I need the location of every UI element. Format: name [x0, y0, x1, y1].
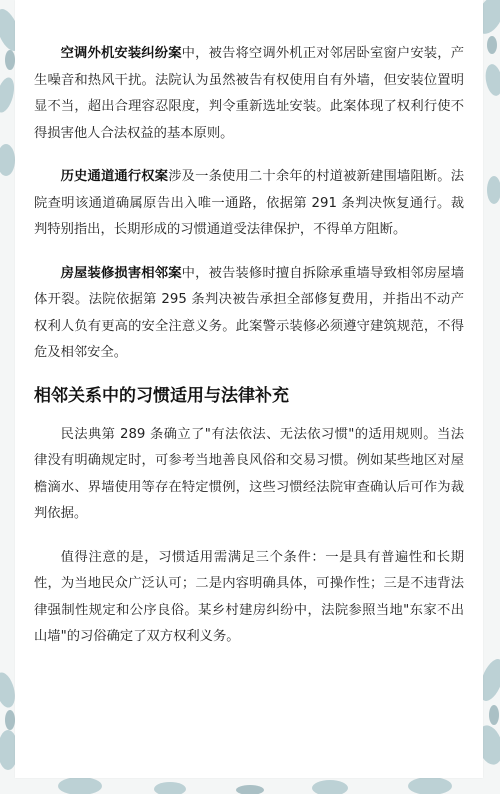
case-title-2: 历史通道通行权案 [60, 169, 169, 184]
case-title-1: 空调外机安装纠纷案 [60, 46, 182, 61]
body-paragraph-1: 民法典第 289 条确立了"有法依法、无法依习惯"的适用规则。当法律没有明确规定时，可参考当地善良风俗和交易习惯。例如某些地区对屋檐滴水、界墙使用等存在特定惯例，这些习惯经法院审查确认后可作为裁判依据。 [34, 426, 464, 521]
case-title-3: 房屋装修损害相邻案 [60, 265, 182, 281]
case-paragraph-1 [34, 41, 464, 147]
case-text-2: 涉及一条使用二十余年的村道被新建围墙阻断。法院查明该通道确属原告出入唯一通路，依据第 291 条判决恢复通行。裁判特别指出，长期形成的习惯通道受法律保护，不得单方阻断。 [34, 169, 465, 237]
article-body [34, 41, 464, 668]
article-card [15, 0, 483, 778]
case-paragraph-2 [34, 164, 464, 244]
section-heading: 相邻关系中的习惯适用与法律补充 [34, 385, 289, 406]
case-text-1: 中，被告将空调外机正对邻居卧室窗户安装，产生噪音和热风干扰。法院认为虽然被告有权使用自有外墙，但安装位置明显不当，超出合理容忍限度，判令重新选址安装。此案体现了权利行使不得损害他人合法权益的基本原则。 [34, 46, 465, 141]
body-paragraph-2: 值得注意的是，习惯适用需满足三个条件：一是具有普遍性和长期性，为当地民众广泛认可；二是内容明确具体，可操作性；三是不违背法律强制性规定和公序良俗。某乡村建房纠纷中，法院参照当地"东家不出山墙"的习俗确定了双方权利义务。 [34, 549, 464, 644]
case-text-3: 中，被告装修时擅自拆除承重墙导致相邻房屋墙体开裂。法院依据第 295 条判决被告承担全部修复费用，并指出不动产权利人负有更高的安全注意义务。此案警示装修必须遵守建筑规范，不得危及相邻安全。 [34, 265, 465, 360]
case-paragraph-3 [34, 261, 464, 367]
